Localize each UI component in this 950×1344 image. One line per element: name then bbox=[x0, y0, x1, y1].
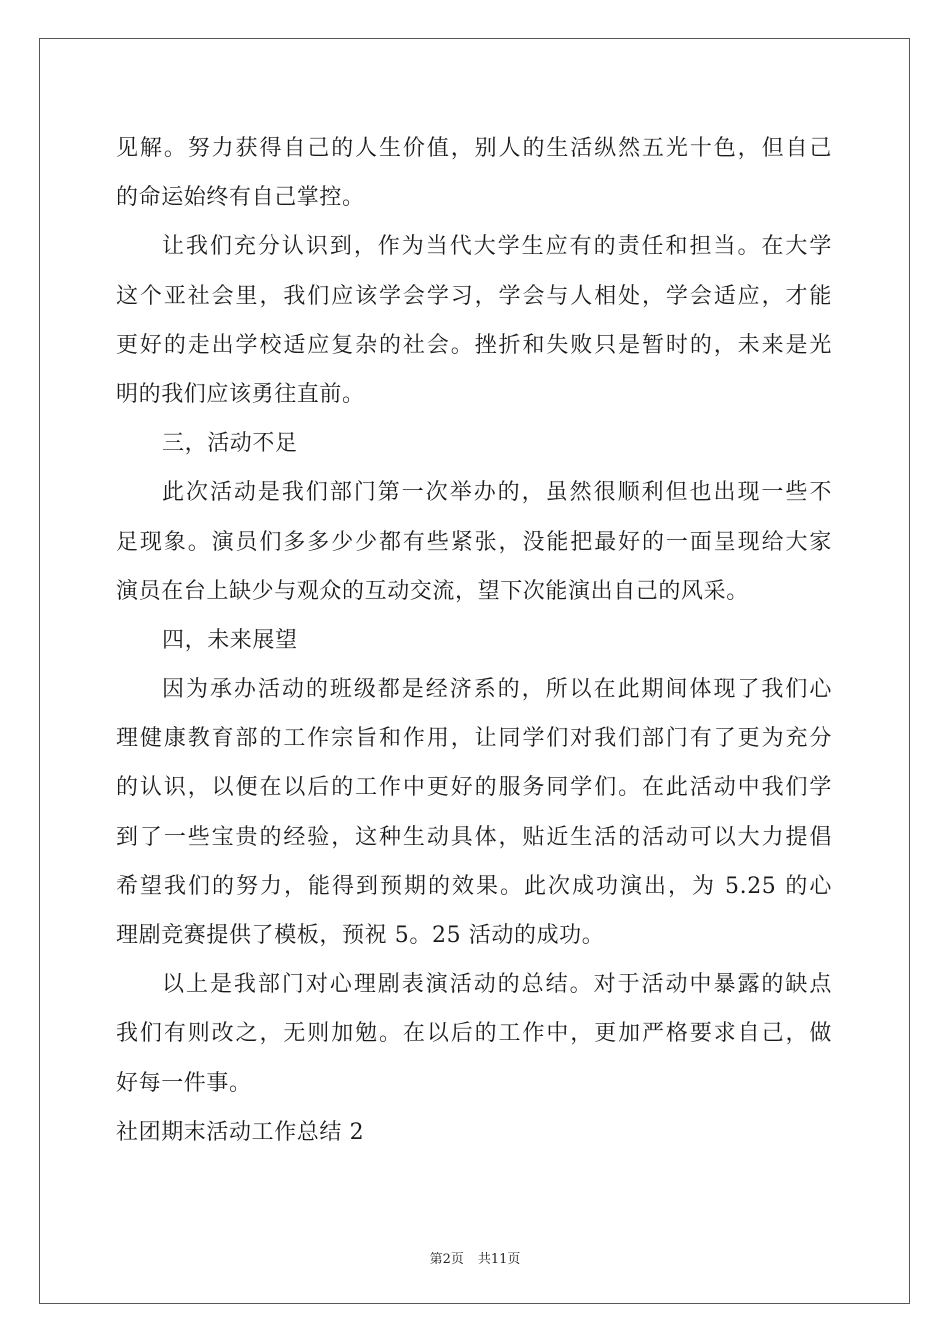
text-line: 的命运始终有自己掌控。 bbox=[116, 185, 365, 211]
page-number: 第2页 bbox=[429, 1252, 464, 1267]
text-line: 更好的走出学校适应复杂的社会。挫折和失败只是暂时的，未来是光 bbox=[116, 332, 832, 358]
paragraph-start-line: 以上是我部门对心理剧表演活动的总结。对于活动中暴露的缺点 bbox=[162, 972, 832, 998]
page-total: 共11页 bbox=[477, 1252, 521, 1267]
section-heading: 三，活动不足 bbox=[162, 431, 298, 457]
text-line: 好每一件事。 bbox=[116, 1070, 252, 1096]
text-line: 理剧竞赛提供了模板，预祝 5。25 活动的成功。 bbox=[116, 923, 605, 948]
text-line: 见解。努力获得自己的人生价值，别人的生活纵然五光十色，但自己 bbox=[116, 136, 832, 161]
document-subtitle: 社团期末活动工作总结 2 bbox=[116, 1119, 365, 1145]
text-line: 这个亚社会里，我们应该学会学习，学会与人相处，学会适应，才能 bbox=[116, 283, 832, 309]
text-line: 我们有则改之，无则加勉。在以后的工作中，更加严格要求自己，做 bbox=[116, 1021, 832, 1047]
paragraph-start-line: 让我们充分认识到，作为当代大学生应有的责任和担当。在大学 bbox=[162, 234, 832, 260]
text-line: 到了一些宝贵的经验，这种生动具体，贴近生活的活动可以大力提倡 bbox=[116, 824, 832, 850]
text-line: 足现象。演员们多多少少都有些紧张，没能把最好的一面呈现给大家 bbox=[116, 529, 832, 555]
paragraph-start-line: 因为承办活动的班级都是经济系的，所以在此期间体现了我们心 bbox=[162, 677, 832, 703]
text-line: 明的我们应该勇往直前。 bbox=[116, 381, 365, 407]
text-line: 的认识，以便在以后的工作中更好的服务同学们。在此活动中我们学 bbox=[116, 775, 832, 801]
paragraph-start-line: 此次活动是我们部门第一次举办的，虽然很顺利但也出现一些不 bbox=[162, 480, 832, 506]
section-heading: 四，未来展望 bbox=[162, 627, 298, 653]
text-line: 希望我们的努力，能得到预期的效果。此次成功演出，为 5.25 的心 bbox=[116, 873, 832, 899]
text-line: 演员在台上缺少与观众的互动交流，望下次能演出自己的风采。 bbox=[116, 578, 749, 604]
text-line: 理健康教育部的工作宗旨和作用，让同学们对我们部门有了更为充分 bbox=[116, 726, 832, 752]
page-footer bbox=[0, 1248, 950, 1267]
document-body bbox=[116, 124, 832, 1157]
